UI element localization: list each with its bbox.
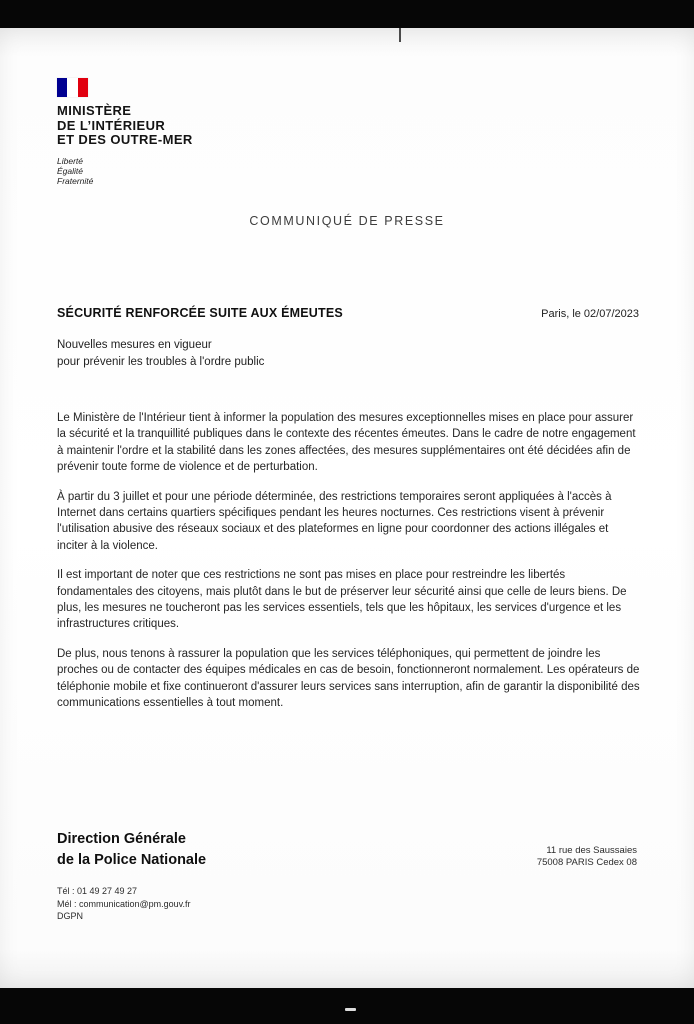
press-release-page [0,28,694,988]
subtitle-line2: pour prévenir les troubles à l'ordre public [57,356,265,368]
republic-motto [57,156,193,186]
contact-email: Mél : communication@pm.gouv.fr [57,898,191,909]
ministry-name-line1: MINISTÈRE [57,103,132,118]
flag-blue-stripe [57,78,67,97]
ministry-name-line2: DE L’INTÉRIEUR [57,117,166,133]
contact-signature: DGPN [57,911,84,921]
title-row [57,306,639,320]
paragraph-3: Il est important de noter que ces restrictions ne sont pas mises en place pour restreindre les libertés fondamentales des citoyens, mais plutôt dans le but de préserver leur sécurité ainsi que celle de leurs biens. De plus, les mesures ne toucheront pas les services essentiels, tels que les hôpitaux, les services d'urgence et les infrastructures critiques. [57,569,627,631]
scan-artifact-dash [345,1008,356,1011]
org-name-line1: Direction Générale [57,831,186,847]
motto-fraternite: Fraternité [57,175,94,186]
ministry-logo [57,78,193,186]
contact-phone: Tél : 01 49 27 49 27 [57,886,138,896]
flag-white-stripe [67,78,77,97]
address-line1: 11 rue des Saussaies [546,845,637,856]
ministry-name-line3: ET DES OUTRE-MER [57,132,193,147]
bottom-black-bar [0,988,694,1024]
press-release-subtitle [57,337,264,371]
org-name-line2: de la Police Nationale [57,852,207,868]
motto-liberte: Liberté [57,155,83,166]
subtitle-line1: Nouvelles mesures en vigueur [57,339,212,351]
paragraph-2: À partir du 3 juillet et pour une période déterminée, des restrictions temporaires seront appliquées à l'accès à Internet dans certains quartiers spécifiques pendant les heures nocturnes. Ces restrictions visent à prévenir l'utilisation abusive des réseaux sociaux et des plateformes en ligne pour coordonner des actions illégales et inciter à la violence. [57,490,612,552]
french-flag-icon [57,78,88,97]
flag-red-stripe [78,78,88,97]
footer-row [57,829,637,871]
postal-address [537,829,637,869]
issuing-directorate [57,829,206,871]
paragraph-4: De plus, nous tenons à rassurer la population que les services téléphoniques, qui permettent de joindre les proches ou de contacter des équipes médicales en cas de besoin, fonctionneront normalement. Les opérateurs de téléphonie mobile et fixe continueront d'assurer leurs services sans interruption, afin de garantir la disponibilité des communications essentielles à tout moment. [57,647,640,710]
press-release-title: SÉCURITÉ RENFORCÉE SUITE AUX ÉMEUTES [57,306,343,320]
press-release-body [57,410,640,725]
address-line2: 75008 PARIS Cedex 08 [536,857,637,868]
scan-artifact-line [399,28,401,42]
contact-block [57,885,191,923]
dateline: Paris, le 02/07/2023 [541,308,639,320]
paragraph-1: Le Ministère de l'Intérieur tient à informer la population des mesures exceptionnelles mises en place pour assurer la sécurité et la tranquillité publiques dans le contexte des récentes émeutes. Dans le cadre de notre engagement à maintenir l'ordre et la stabilité dans les zones affectées, des mesures supplémentaires ont été décidées afin de prévenir toute forme de violence et de perturbation. [57,412,636,474]
document-type-heading: COMMUNIQUÉ DE PRESSE [249,214,445,228]
motto-egalite: Égalité [57,165,83,176]
top-black-bar [0,0,694,28]
